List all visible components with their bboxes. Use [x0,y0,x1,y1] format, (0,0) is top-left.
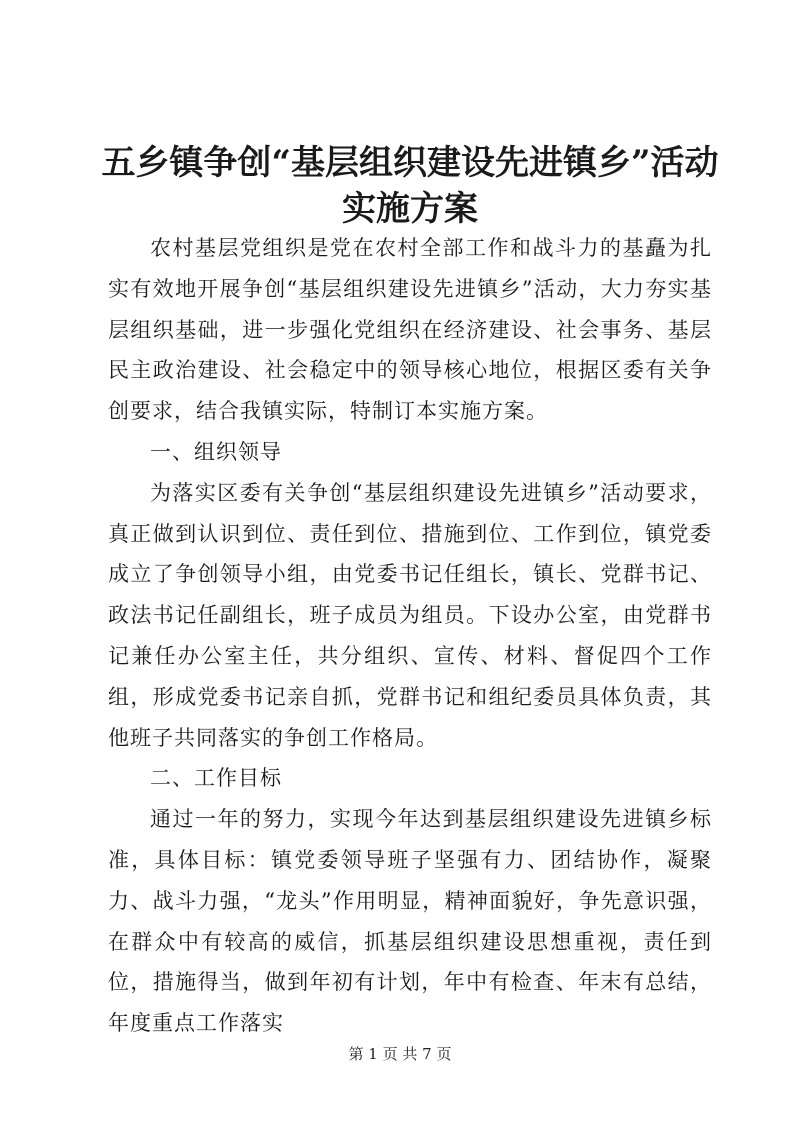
section-heading-goals: 二、工作目标 [150,766,282,791]
page-number-footer: 第 1 页 共 7 页 [348,1045,452,1063]
paragraph-goals: 通过一年的努力，实现今年达到基层组织建设先进镇乡标准，具体目标：镇党委领导班子坚强有力、团结协作，凝聚力、战斗力强，“龙头”作用明显，精神面貌好，争先意识强，在群众中有较高的威信，抓基层组织建设思想重视，责任到位，措施得当，做到年初有计划，年中有检查、年末有总结，年度重点工作落实 [108,807,712,1036]
section-heading-organization: 一、组织领导 [150,439,282,464]
document-body [108,228,712,1044]
paragraph-intro: 农村基层党组织是党在农村全部工作和战斗力的基矗为扎实有效地开展争创“基层组织建设先进镇乡”活动，大力夯实基层组织基础，进一步强化党组织在经济建设、社会事务、基层民主政治建设、社会稳定中的领导核心地位，根据区委有关争创要求，结合我镇实际，特制订本实施方案。 [108,236,712,424]
paragraph-organization: 为落实区委有关争创“基层组织建设先进镇乡”活动要求，真正做到认识到位、责任到位、措施到位、工作到位，镇党委成立了争创领导小组，由党委书记任组长，镇长、党群书记、政法书记任副组长，班子成员为组员。下设办公室，由党群书记兼任办公室主任，共分组织、宣传、材料、督促四个工作组，形成党委书记亲自抓，党群书记和组纪委员具体负责，其他班子共同落实的争创工作格局。 [108,480,712,750]
document-title: 五乡镇争创“基层组织建设先进镇乡”活动实施方案 [101,143,719,229]
